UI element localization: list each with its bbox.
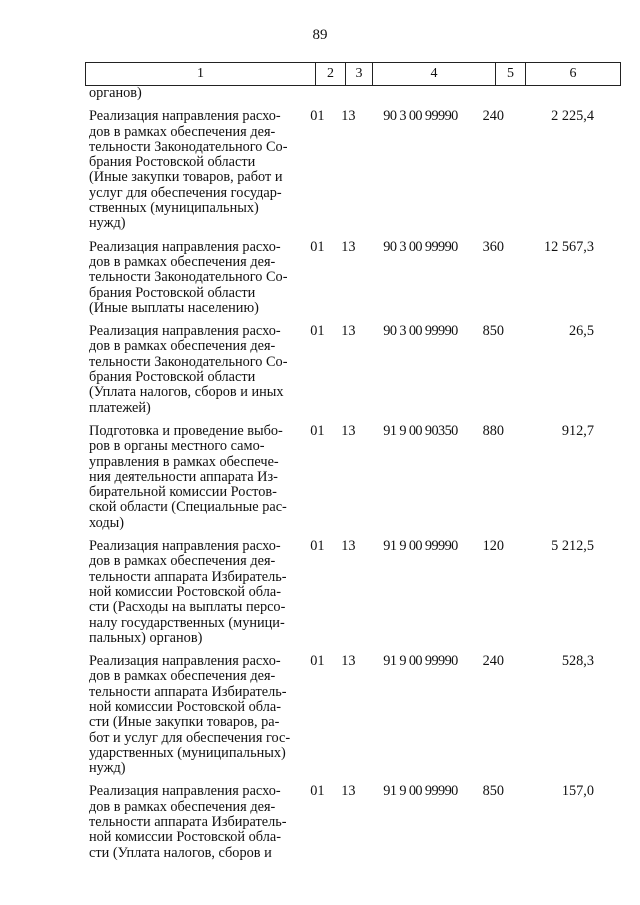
row-section: 01	[310, 108, 325, 125]
row-description	[85, 324, 306, 416]
table-row	[85, 424, 600, 531]
row-target-code: 90 3 00 99990	[383, 108, 458, 125]
description-line: Реализация направления расхо-	[89, 653, 281, 670]
row-target-code: 90 3 00 99990	[383, 323, 458, 340]
description-line: сти (Расходы на выплаты персо-	[89, 599, 286, 616]
description-line: нужд)	[89, 215, 126, 232]
row-target-code: 91 9 00 90350	[383, 422, 458, 439]
description-line: Реализация направления расхо-	[89, 538, 281, 555]
table-row	[85, 240, 600, 316]
row-expense-type: 240	[482, 653, 505, 670]
description-line: услуг для обеспечения государ-	[89, 184, 282, 201]
row-amount: 157,0	[561, 783, 594, 800]
row-subsection: 13	[341, 653, 356, 670]
description-line: пальных) органов)	[89, 629, 203, 646]
description-line: (Иные закупки товаров, работ и	[89, 169, 283, 186]
description-line: ходы)	[89, 514, 124, 531]
table-header	[85, 62, 621, 86]
row-description	[85, 654, 306, 776]
row-subsection: 13	[341, 783, 356, 800]
description-line: Реализация направления расхо-	[89, 238, 281, 255]
row-section: 01	[310, 238, 325, 255]
description-line: дов в рамках обеспечения дея-	[89, 668, 276, 685]
header-col-5: 5	[496, 63, 526, 86]
description-line: дов в рамках обеспечения дея-	[89, 338, 276, 355]
description-line: (Уплата налогов, сборов и иных	[89, 384, 284, 401]
row-expense-type: 850	[482, 323, 505, 340]
description-line: дов в рамках обеспечения дея-	[89, 798, 276, 815]
row-subsection: 13	[341, 538, 356, 555]
row-target-code: 90 3 00 99990	[383, 238, 458, 255]
row-section: 01	[310, 323, 325, 340]
description-line: Реализация направления расхо-	[89, 783, 281, 800]
description-line: ния деятельности аппарата Из-	[89, 468, 278, 485]
row-target-code: 91 9 00 99990	[383, 653, 458, 670]
description-line: бирательной комиссии Ростов-	[89, 484, 277, 501]
description-line: Подготовка и проведение выбо-	[89, 422, 283, 439]
row-expense-type: 850	[482, 783, 505, 800]
row-amount: 2 225,4	[551, 108, 594, 125]
description-line: Реализация направления расхо-	[89, 323, 281, 340]
table-row	[85, 324, 600, 416]
table-row	[85, 109, 600, 231]
continuation-row	[85, 86, 600, 101]
row-target-code: 91 9 00 99990	[383, 783, 458, 800]
description-line: брания Ростовской области	[89, 369, 256, 386]
row-description	[85, 240, 306, 316]
description-line: ственных (муниципальных)	[89, 200, 259, 217]
table-row	[85, 539, 600, 646]
row-description	[85, 109, 306, 231]
description-line: ной комиссии Ростовской обла-	[89, 698, 281, 715]
row-amount: 26,5	[568, 323, 594, 340]
header-col-6: 6	[526, 63, 621, 86]
row-expense-type: 880	[482, 422, 505, 439]
description-line: тельности аппарата Избиратель-	[89, 683, 287, 700]
row-amount: 5 212,5	[551, 538, 594, 555]
description-line: нужд)	[89, 760, 126, 777]
row-description	[85, 784, 306, 860]
description-line: управления в рамках обеспече-	[89, 453, 279, 470]
description-line: тельности Законодательного Со-	[89, 269, 288, 286]
table-row	[85, 784, 600, 860]
row-subsection: 13	[341, 323, 356, 340]
description-line: ной комиссии Ростовской обла-	[89, 583, 281, 600]
description-line: бот и услуг для обеспечения гос-	[89, 729, 291, 746]
table-body	[85, 86, 600, 861]
description-line: тельности Законодательного Со-	[89, 138, 288, 155]
row-expense-type: 120	[482, 538, 505, 555]
description-line: тельности Законодательного Со-	[89, 353, 288, 370]
row-subsection: 13	[341, 108, 356, 125]
description-line: ударственных (муниципальных)	[89, 744, 286, 761]
row-subsection: 13	[341, 422, 356, 439]
description-line: тельности аппарата Избиратель-	[89, 814, 287, 831]
description-line: дов в рамках обеспечения дея-	[89, 253, 276, 270]
row-section: 01	[310, 783, 325, 800]
description-line: брания Ростовской области	[89, 284, 256, 301]
continuation-text: органов)	[89, 85, 142, 101]
row-amount: 528,3	[561, 653, 594, 670]
description-line: ров в органы местного само-	[89, 438, 265, 455]
row-section: 01	[310, 653, 325, 670]
description-line: брания Ростовской области	[89, 154, 256, 171]
description-line: налу государственных (муници-	[89, 614, 285, 631]
description-line: тельности аппарата Избиратель-	[89, 568, 287, 585]
row-amount: 12 567,3	[543, 238, 594, 255]
row-description	[85, 539, 306, 646]
row-description	[85, 424, 306, 531]
description-line: дов в рамках обеспечения дея-	[89, 123, 276, 140]
row-expense-type: 240	[482, 108, 505, 125]
description-line: (Иные выплаты населению)	[89, 299, 259, 316]
description-line: ной комиссии Ростовской обла-	[89, 829, 281, 846]
row-amount: 912,7	[561, 422, 594, 439]
row-target-code: 91 9 00 99990	[383, 538, 458, 555]
header-col-3: 3	[346, 63, 373, 86]
description-line: сти (Иные закупки товаров, ра-	[89, 714, 280, 731]
page-number: 89	[312, 27, 328, 43]
description-line: Реализация направления расхо-	[89, 108, 281, 125]
description-line: платежей)	[89, 399, 151, 416]
header-col-2: 2	[316, 63, 346, 86]
header-col-1: 1	[86, 63, 316, 86]
row-section: 01	[310, 422, 325, 439]
description-line: дов в рамках обеспечения дея-	[89, 553, 276, 570]
table-row	[85, 654, 600, 776]
row-expense-type: 360	[482, 238, 505, 255]
row-section: 01	[310, 538, 325, 555]
row-subsection: 13	[341, 238, 356, 255]
description-line: ской области (Специальные рас-	[89, 499, 287, 516]
description-line: сти (Уплата налогов, сборов и	[89, 844, 272, 861]
header-col-4: 4	[373, 63, 496, 86]
